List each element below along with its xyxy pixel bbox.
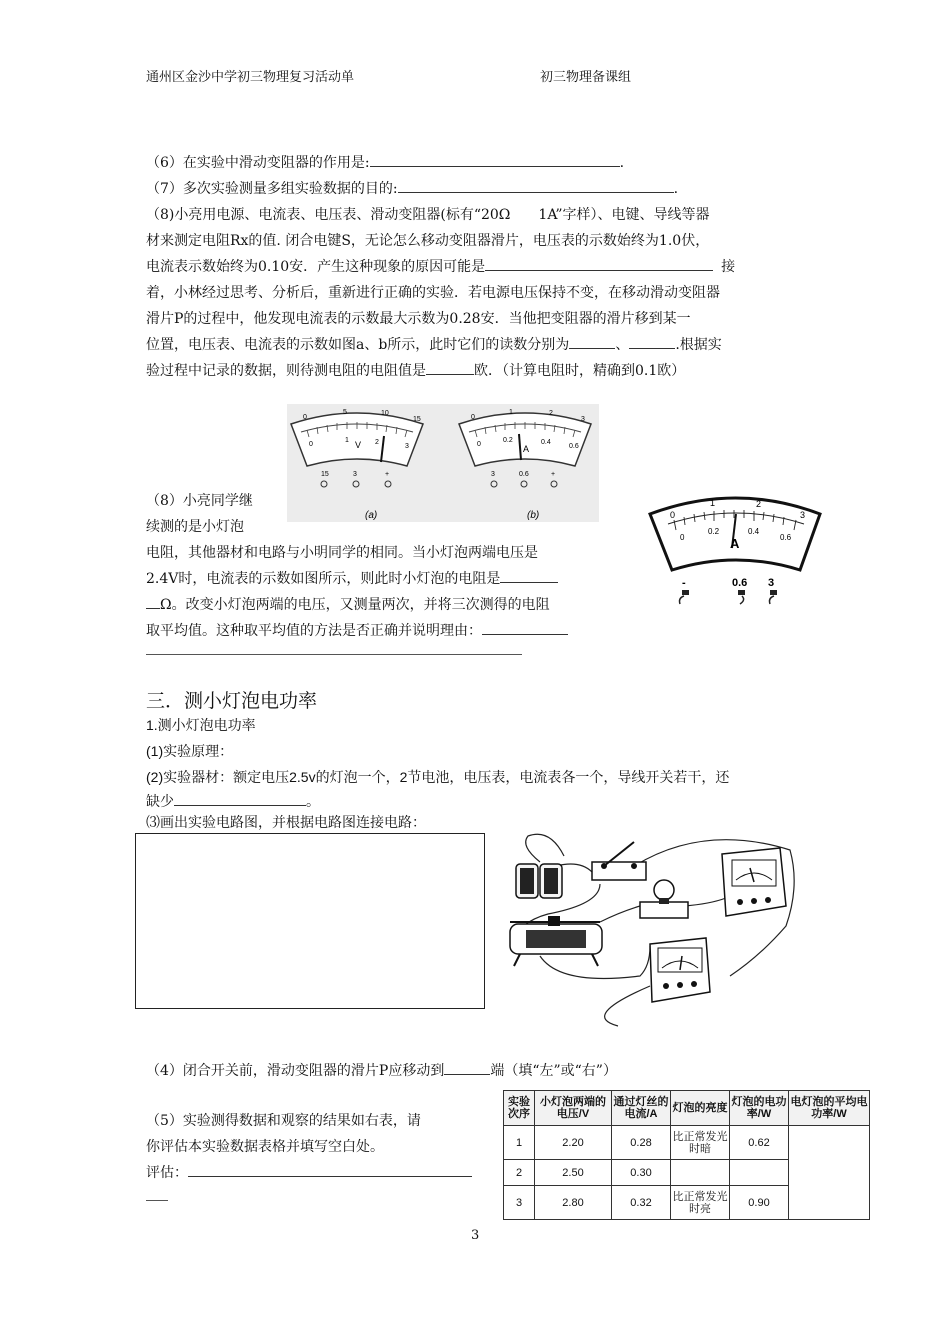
table-header-cell: 电灯泡的平均电功率/W	[789, 1091, 870, 1126]
section-3-q4-end: 端（填“左”或“右”）	[490, 1063, 617, 1079]
terminal-a-plus: +	[385, 471, 390, 478]
table-cell: 0.32	[612, 1186, 671, 1220]
voltmeter-icon	[722, 848, 786, 916]
table-header-cell: 小灯泡两端的电压/V	[535, 1091, 612, 1126]
terminal-c-06: 0.6	[732, 577, 748, 589]
terminal-b-3: 3	[491, 471, 495, 478]
data-table-wrapper	[503, 1090, 870, 1220]
question-8b-line4	[146, 566, 558, 592]
terminal-a-3: 3	[353, 471, 357, 478]
question-8b-line6-text: 取平均值。这种取平均值的方法是否正确并说明理由：	[146, 623, 482, 639]
question-8b-line5	[146, 592, 550, 618]
question-7-text: （7）多次实验测量多组实验数据的目的:	[146, 181, 398, 197]
table-cell: 2	[504, 1160, 535, 1186]
question-7	[146, 176, 678, 202]
ammeter-c-figure	[644, 488, 824, 606]
table-cell-average[interactable]	[789, 1126, 870, 1220]
rheostat-icon	[510, 916, 602, 966]
scale-a-b0: 0	[309, 441, 313, 448]
question-8b-line3: 电阻，其他器材和电路与小明同学的相同。当小灯泡两端电压是	[146, 545, 538, 561]
answer-blank-8c[interactable]	[629, 333, 675, 349]
scale-a-5: 5	[343, 409, 347, 416]
voltmeter-a	[291, 409, 423, 521]
answer-blank-8e-cont[interactable]	[146, 593, 160, 609]
question-8b-line5-text: Ω。改变小灯泡两端的电压，又测量两次，并将三次测得的电阻	[160, 597, 550, 613]
answer-blank-missing[interactable]	[174, 790, 306, 806]
unit-c: A	[730, 536, 740, 551]
answer-blank-8f[interactable]	[482, 619, 568, 635]
section-3-q5-line1: （5）实验测得数据和观察的结果如右表，请	[146, 1113, 421, 1129]
battery-icon	[516, 864, 562, 898]
section-3-q5-line2: 你评估本实验数据表格并填写空白处。	[146, 1139, 384, 1155]
question-8-line2: 材来测定电阻Rx的值. 闭合电键S，无论怎么移动变阻器滑片，电压表的示数始终为1.0伏，	[146, 233, 710, 249]
section-3-q4-text: （4）闭合开关前，滑动变阻器的滑片P应移动到	[146, 1063, 445, 1079]
answer-blank-8e[interactable]	[500, 567, 558, 583]
scale-c-b04: 0.4	[748, 527, 760, 536]
section-3-principle: (1)实验原理：	[146, 743, 234, 759]
question-8b-line2: 续测的是小灯泡	[146, 519, 244, 535]
table-cell: 1	[504, 1126, 535, 1160]
table-cell: 2.80	[535, 1186, 612, 1220]
question-6-end: .	[619, 155, 625, 171]
section-3-q5-line3	[146, 1160, 472, 1186]
table-header-cell: 通过灯丝的电流/A	[612, 1091, 671, 1126]
terminal-b-06: 0.6	[519, 471, 529, 478]
question-8b-line4-text: 2.4V时，电流表的示数如图所示，则此时小灯泡的电阻是	[146, 571, 501, 587]
ammeter-icon	[650, 938, 710, 1002]
question-8-line6-text: 位置，电压表、电流表的示数如图a、b所示，此时它们的读数分别为	[146, 337, 570, 353]
table-header-row	[504, 1091, 870, 1126]
bulb-icon	[640, 880, 688, 918]
table-cell: 0.30	[612, 1160, 671, 1186]
section-3-q4	[146, 1058, 617, 1084]
scale-c-0: 0	[670, 510, 676, 520]
table-header-cell: 灯泡的电功率/W	[730, 1091, 789, 1126]
scale-c-b0: 0	[680, 533, 685, 542]
question-6-text: （6）在实验中滑动变阻器的作用是:	[146, 155, 370, 171]
table-cell: 3	[504, 1186, 535, 1220]
unit-v: V	[355, 440, 362, 450]
unit-a: A	[523, 444, 530, 454]
question-8-line3-end: 接	[721, 259, 736, 275]
ammeter-c-svg	[644, 488, 824, 606]
table-cell: 0.62	[730, 1126, 789, 1160]
scale-b-1: 1	[509, 409, 513, 416]
answer-blank-evaluate[interactable]	[188, 1161, 472, 1177]
scale-a-b1: 1	[345, 437, 349, 444]
question-8b-line1: （8）小亮同学继	[146, 493, 253, 509]
question-8-line7-text: 验过程中记录的数据，则待测电阻的电阻值是	[146, 363, 426, 379]
question-8-line7	[146, 358, 685, 384]
question-8-line3-text: 电流表示数始终为0.10安．产生这种现象的原因可能是	[146, 259, 486, 275]
table-cell: 0.28	[612, 1126, 671, 1160]
scale-a-b3: 3	[405, 443, 409, 450]
section-3-equipment: (2)实验器材：额定电压2.5v的灯泡一个，2节电池，电压表，电流表各一个，导线开关若干，还	[146, 769, 730, 785]
question-8-line6-sep: 、	[615, 337, 630, 353]
switch-icon	[592, 842, 646, 880]
scale-b-b0: 0	[477, 441, 481, 448]
table-cell: 2.50	[535, 1160, 612, 1186]
terminal-c-minus: -	[682, 577, 686, 589]
terminal-c-3: 3	[768, 577, 775, 589]
answer-blank-evaluate-cont[interactable]	[146, 1200, 168, 1201]
question-8-line1: （8)小亮用电源、电流表、电压表、滑动变阻器(标有“20Ω 1A”字样）、电键、导线等器	[146, 207, 710, 223]
meters-ab-svg	[287, 404, 599, 522]
table-cell-blank[interactable]	[730, 1160, 789, 1186]
circuit-drawing-box[interactable]	[135, 833, 485, 1009]
circuit-apparatus-svg	[500, 826, 800, 1036]
meters-ab-figure	[287, 404, 599, 522]
scale-b-b02: 0.2	[503, 437, 513, 444]
table-row	[504, 1126, 870, 1160]
label-a: (a)	[365, 510, 378, 521]
table-cell: 0.90	[730, 1186, 789, 1220]
scale-c-b02: 0.2	[708, 527, 720, 536]
terminal-b-plus: +	[551, 471, 556, 478]
question-8-line6	[146, 332, 722, 358]
question-8-line3	[146, 254, 735, 280]
scale-c-2: 2	[756, 499, 762, 509]
scale-a-b2: 2	[375, 439, 379, 446]
section-3-missing-text: 缺少	[146, 793, 174, 809]
scale-c-b06: 0.6	[780, 533, 792, 542]
scale-c-3: 3	[800, 510, 806, 520]
question-8-line4: 着，小林经过思考、分析后，重新进行正确的实验．若电源电压保持不变，在移动滑动变阻器	[146, 285, 720, 301]
section-3-title: 三．测小灯泡电功率	[146, 690, 318, 712]
header-left: 通州区金沙中学初三物理复习活动单	[146, 70, 355, 85]
answer-blank-8a[interactable]	[485, 255, 713, 271]
table-cell-blank[interactable]	[671, 1160, 730, 1186]
table-header-cell: 灯泡的亮度	[671, 1091, 730, 1126]
scale-b-b04: 0.4	[541, 439, 551, 446]
section-3-subtitle: 1.测小灯泡电功率	[146, 717, 256, 733]
scale-c-1: 1	[710, 498, 716, 508]
section-3-draw-prompt: ⑶画出实验电路图，并根据电路图连接电路：	[146, 815, 426, 831]
question-8-line7-end: 欧．（计算电阻时，精确到0.1欧）	[474, 363, 686, 379]
page-number: 3	[471, 1228, 480, 1243]
scale-b-2: 2	[549, 410, 553, 417]
scale-a-0: 0	[303, 414, 307, 421]
question-8-line6-end: .根据实	[675, 337, 722, 353]
question-7-end: .	[673, 181, 679, 197]
scale-a-15: 15	[413, 416, 421, 423]
question-8-line5: 滑片P的过程中，他发现电流表的示数最大示数为0.28安．当他把变阻器的滑片移到某一	[146, 311, 691, 327]
circuit-apparatus-figure	[500, 826, 800, 1036]
answer-blank-7[interactable]	[398, 177, 674, 193]
question-6	[146, 150, 624, 176]
question-8b-line6	[146, 618, 568, 644]
scale-b-b06: 0.6	[569, 443, 579, 450]
ammeter-b	[459, 409, 591, 521]
section-3-evaluate-label: 评估：	[146, 1165, 188, 1181]
section-3-missing-end: 。	[306, 793, 320, 809]
answer-blank-8b[interactable]	[569, 333, 615, 349]
scale-b-0: 0	[471, 414, 475, 421]
table-cell: 2.20	[535, 1126, 612, 1160]
label-b: (b)	[527, 510, 540, 521]
answer-blank-q4[interactable]	[444, 1059, 490, 1075]
header-right: 初三物理备课组	[540, 70, 632, 85]
data-table	[503, 1090, 870, 1220]
table-cell: 比正常发光时亮	[671, 1186, 730, 1220]
table-cell: 比正常发光时暗	[671, 1126, 730, 1160]
terminal-a-15: 15	[321, 471, 329, 478]
scale-a-10: 10	[381, 410, 389, 417]
answer-blank-6[interactable]	[370, 151, 620, 167]
table-header-cell: 实验次序	[504, 1091, 535, 1126]
answer-blank-8f-cont[interactable]	[146, 654, 522, 655]
scale-b-3: 3	[581, 416, 585, 423]
answer-blank-8d[interactable]	[426, 359, 474, 375]
